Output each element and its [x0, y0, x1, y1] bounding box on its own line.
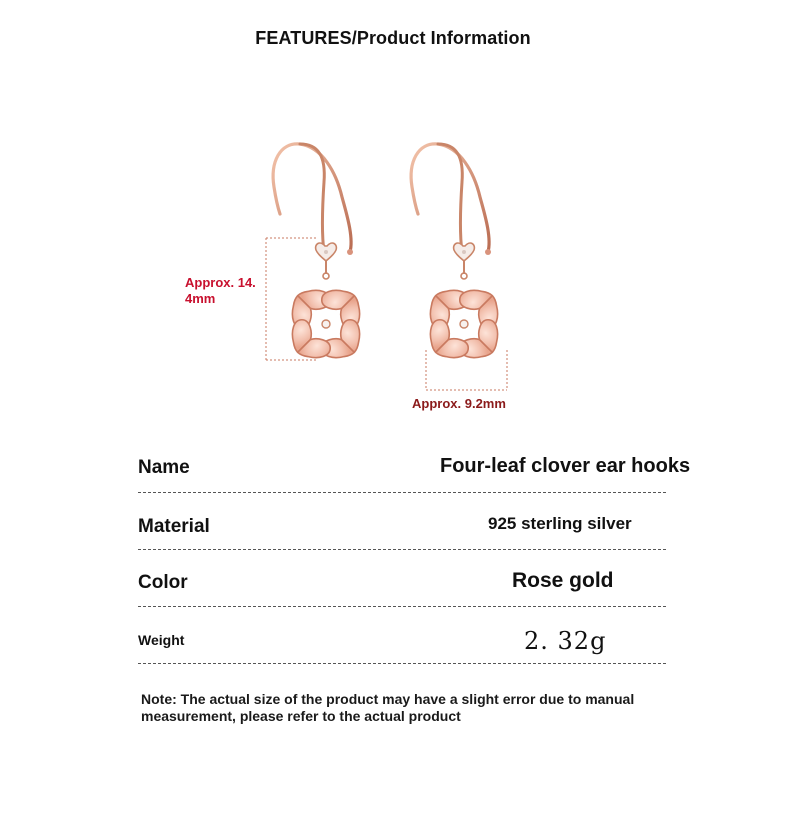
- dashed-divider: [138, 663, 666, 664]
- width-dimension-label: Approx. 9.2mm: [412, 396, 506, 411]
- spec-value-name: Four-leaf clover ear hooks: [440, 455, 691, 477]
- spec-row-material: [138, 510, 666, 550]
- dashed-divider: [138, 606, 666, 607]
- spec-label-material: Material: [138, 516, 210, 537]
- spec-label-weight: Weight: [138, 632, 185, 648]
- spec-value-color: Rose gold: [512, 569, 614, 592]
- measurement-note: Note: The actual size of the product may have a slight error due to manual measurement, please refer to the actual product: [141, 691, 635, 724]
- spec-row-color: [138, 567, 666, 607]
- spec-label-color: Color: [138, 572, 188, 593]
- spec-value-material: 925 sterling silver: [488, 514, 632, 533]
- right-earring: [411, 144, 508, 368]
- dashed-divider: [138, 492, 666, 493]
- dashed-divider: [138, 549, 666, 550]
- height-dimension-label: Approx. 14. 4mm: [185, 275, 256, 306]
- spec-label-name: Name: [138, 457, 190, 478]
- spec-value-weight: 2. 32g: [524, 627, 607, 655]
- left-earring: [273, 144, 370, 368]
- page-title: FEATURES/Product Information: [255, 28, 531, 48]
- spec-row-name: [138, 453, 691, 493]
- spec-row-weight: [138, 624, 666, 664]
